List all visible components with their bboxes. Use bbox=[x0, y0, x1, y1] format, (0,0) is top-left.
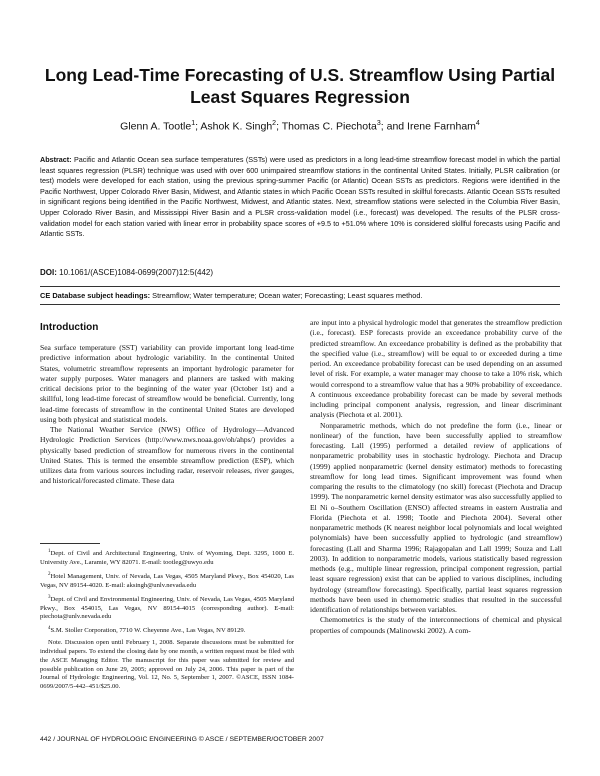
page-footer: 442 / JOURNAL OF HYDROLOGIC ENGINEERING © ASCE / SEPTEMBER/OCTOBER 2007 bbox=[40, 736, 324, 743]
discussion-note: Note. Discussion open until February 1, 2008. Separate discussions must be submitted for individual papers. To extend the closing date by one month, a written request must be filed with the ASCE Managing Editor. The manuscript for this paper was submitted for review and possible publication on June 29, 2005; approved on July 24, 2006. This paper is part of the Journal of Hydrologic Engineering, Vol. 12, No. 5, September 1, 2007. ©ASCE, ISSN 1084-0699/2007/5-442–451/$25.00. bbox=[40, 639, 294, 691]
abstract-text: Pacific and Atlantic Ocean sea surface temperatures (SSTs) were used as predictors in a long lead-time streamflow forecast model in which the partial least squares regression (PLSR) technique was used with over 600 unimpaired streamflow stations in the continental United States. Initially, PLSR calibration (or test) models were developed for each station, using the previous spring-summer Pacific (or Atlantic) Ocean SSTs as predictors. Regions were identified in the Pacific Northwest, Upper Colorado River Basin, Midwest, and Atlantic states in which Pacific Ocean SSTs resulted in skillful forecasts. Atlantic Ocean SSTs resulted in significant regions being identified in the Pacific Northwest, Midwest, and Atlantic states. Next, streamflow stations were selected in the Columbia River Basin, Upper Colorado River Basin, and Mississippi River Basin and a PLSR cross-validation model (i.e., forecast) was developed. The results of the PLSR cross-validation model for each station varied with linear error in probability space scores of +9.5 to +51.0% where 10% is considered skillful forecasts using Pacific and Atlantic SSTs. bbox=[40, 155, 561, 239]
subject-headings bbox=[40, 291, 560, 300]
body-paragraph: Chemometrics is the study of the interconnections of chemical and physical properties of compounds (Malinowski 2002). A com- bbox=[310, 615, 562, 635]
footnote: $^4$S.M. Stoller Corporation, 7710 W. Cheyenne Ave., Las Vegas, NV 89129. bbox=[48, 626, 246, 635]
doi-value[interactable]: 10.1061/(ASCE)1084-0699(2007)12:5(442) bbox=[59, 268, 214, 277]
author-name: Ashok K. Singh bbox=[200, 120, 273, 133]
affiliation-marker: 2 bbox=[272, 120, 277, 127]
section-heading-introduction: Introduction bbox=[40, 322, 99, 333]
abstract-label: Abstract: bbox=[40, 155, 72, 164]
affiliation-marker: 4 bbox=[475, 120, 480, 127]
footnote: $^2$Hotel Management, Univ. of Nevada, Las Vegas, 4505 Maryland Pkwy., Box 454020, Las Vegas, NV 89154-4020. E-mail: aksingh@unlv.nevada.edu bbox=[40, 571, 294, 589]
affiliation-marker: 1 bbox=[191, 120, 196, 127]
footnotes bbox=[40, 548, 294, 695]
doi-line bbox=[40, 268, 560, 277]
footnote: $^1$Dept. of Civil and Architectural Engineering, Univ. of Wyoming, Dept. 3295, 1000 E. University Ave., Laramie, WY 82071. E-mail: tootleg@uwyo.edu bbox=[40, 549, 294, 566]
author-name: and Irene Farnham bbox=[386, 120, 476, 133]
subject-headings-label: CE Database subject headings: bbox=[40, 291, 151, 300]
body-paragraph: Nonparametric methods, which do not predefine the form (i.e., linear or nonlinear) of the function, have been successfully applied to streamflow forecasting. Lall (1995) performed a detailed review of applications of nonparametric probability uses in stochastic hydrology. Piechota and Dracup (1999) applied nonparametric (kernel density estimator) methods to forecasting streamflow for long lead times. Significant improvement was found when comparing the results to the climatology (no skill) forecast (Piechota and Dracup 1999). The nonparametric kernel density estimator was also successfully applied to El Ni o–Southern Oscillation (ENSO) affected streams in eastern Australia and Florida (Piechota et al. 1998; Tootle and Piechota 2004). Several other nonparametric methods (K nearest neighbor local polynomials and local weighted polynomials) have been successfully applied to hydrologic (and streamflow) forecasting (Lall and Sharma 1996; Rajagopalan and Lall 1999; Souza and Lall 2003). In addition to nonparametric models, various statistically based regression methods (e.g., multiple linear regression, principal component regression, partial least square regression) exist that can be applied to various disciplines, including hydrology (streamflow forecasting). Specifically, partial least squares regression methods have been used in chemometric studies that resulted in the successful identification of relationships between variables. bbox=[310, 420, 562, 614]
divider bbox=[40, 304, 560, 305]
body-paragraph: are input into a physical hydrologic model that generates the streamflow prediction (i.e., forecast). ESP forecasts provide an exceedance probability curve of the predicted streamflow. An exceedance probability is defined as the probability that the specified value (i.e., streamflow) will be equal to or exceeded during a time period. An exceedance probability forecast can be used depending on an assumed level of risk. For example, a water manager may choose to take a 10% risk, which would correspond to a streamflow value that has a 90% probability of exceedance. A continuous exceedance probability forecast can be made by several methods including principal component analysis, regression, and linear discriminant analysis (Piechota et al. 2001). bbox=[310, 318, 562, 420]
author-name: Thomas C. Piechota bbox=[281, 120, 377, 133]
subject-headings-value: Streamflow; Water temperature; Ocean water; Forecasting; Least squares method. bbox=[152, 291, 423, 300]
divider bbox=[40, 286, 560, 287]
author-name: Glenn A. Tootle bbox=[120, 120, 192, 133]
author-list: Glenn A. Tootle$^1$; Ashok K. Singh$^2$; Thomas C. Piechota$^3$; and Irene Farnham$^4$ bbox=[120, 120, 480, 133]
paper-title: Long Lead-Time Forecasting of U.S. Streamflow Using Partial Least Squares Regression bbox=[44, 65, 556, 107]
right-column bbox=[310, 318, 562, 636]
abstract bbox=[40, 155, 560, 240]
footnote: $^3$Dept. of Civil and Environmental Engineering, Univ. of Nevada, Las Vegas, 4505 Maryland Pkwy., Box 454015, Las Vegas, NV 89154-4015 (corresponding author). E-mail: piechota@unlv.nevada.edu bbox=[40, 594, 294, 621]
body-paragraph: Sea surface temperature (SST) variability can provide important long lead-time predictive information about hydrologic variability. In the continental United States, volumetric streamflow represents an important hydrologic parameter for water supply purposes. Water managers and planners are tasked with making critical decisions prior to the beginning of the water year (October 1st) and a skillful, long lead-time forecast of streamflow would be beneficial. Currently, long lead-time forecasts of streamflow in the continental United States are developed using both physical and statistical models. bbox=[40, 343, 294, 424]
affiliation-marker: 3 bbox=[376, 120, 381, 127]
footnote-rule bbox=[40, 543, 100, 544]
body-paragraph: The National Weather Service (NWS) Office of Hydrology—Advanced Hydrologic Prediction Services (http://www.nws.noaa.gov/oh/ahps/) provides a physically based prediction of streamflow for numerous rivers in the continental United States. This is termed the ensemble streamflow prediction (ESP), which utilizes data from various sources including radar, reservoir releases, river gauges, and historical/forecasted climate. These data bbox=[40, 425, 294, 486]
left-column bbox=[40, 318, 294, 487]
doi-label: DOI: bbox=[40, 268, 57, 277]
